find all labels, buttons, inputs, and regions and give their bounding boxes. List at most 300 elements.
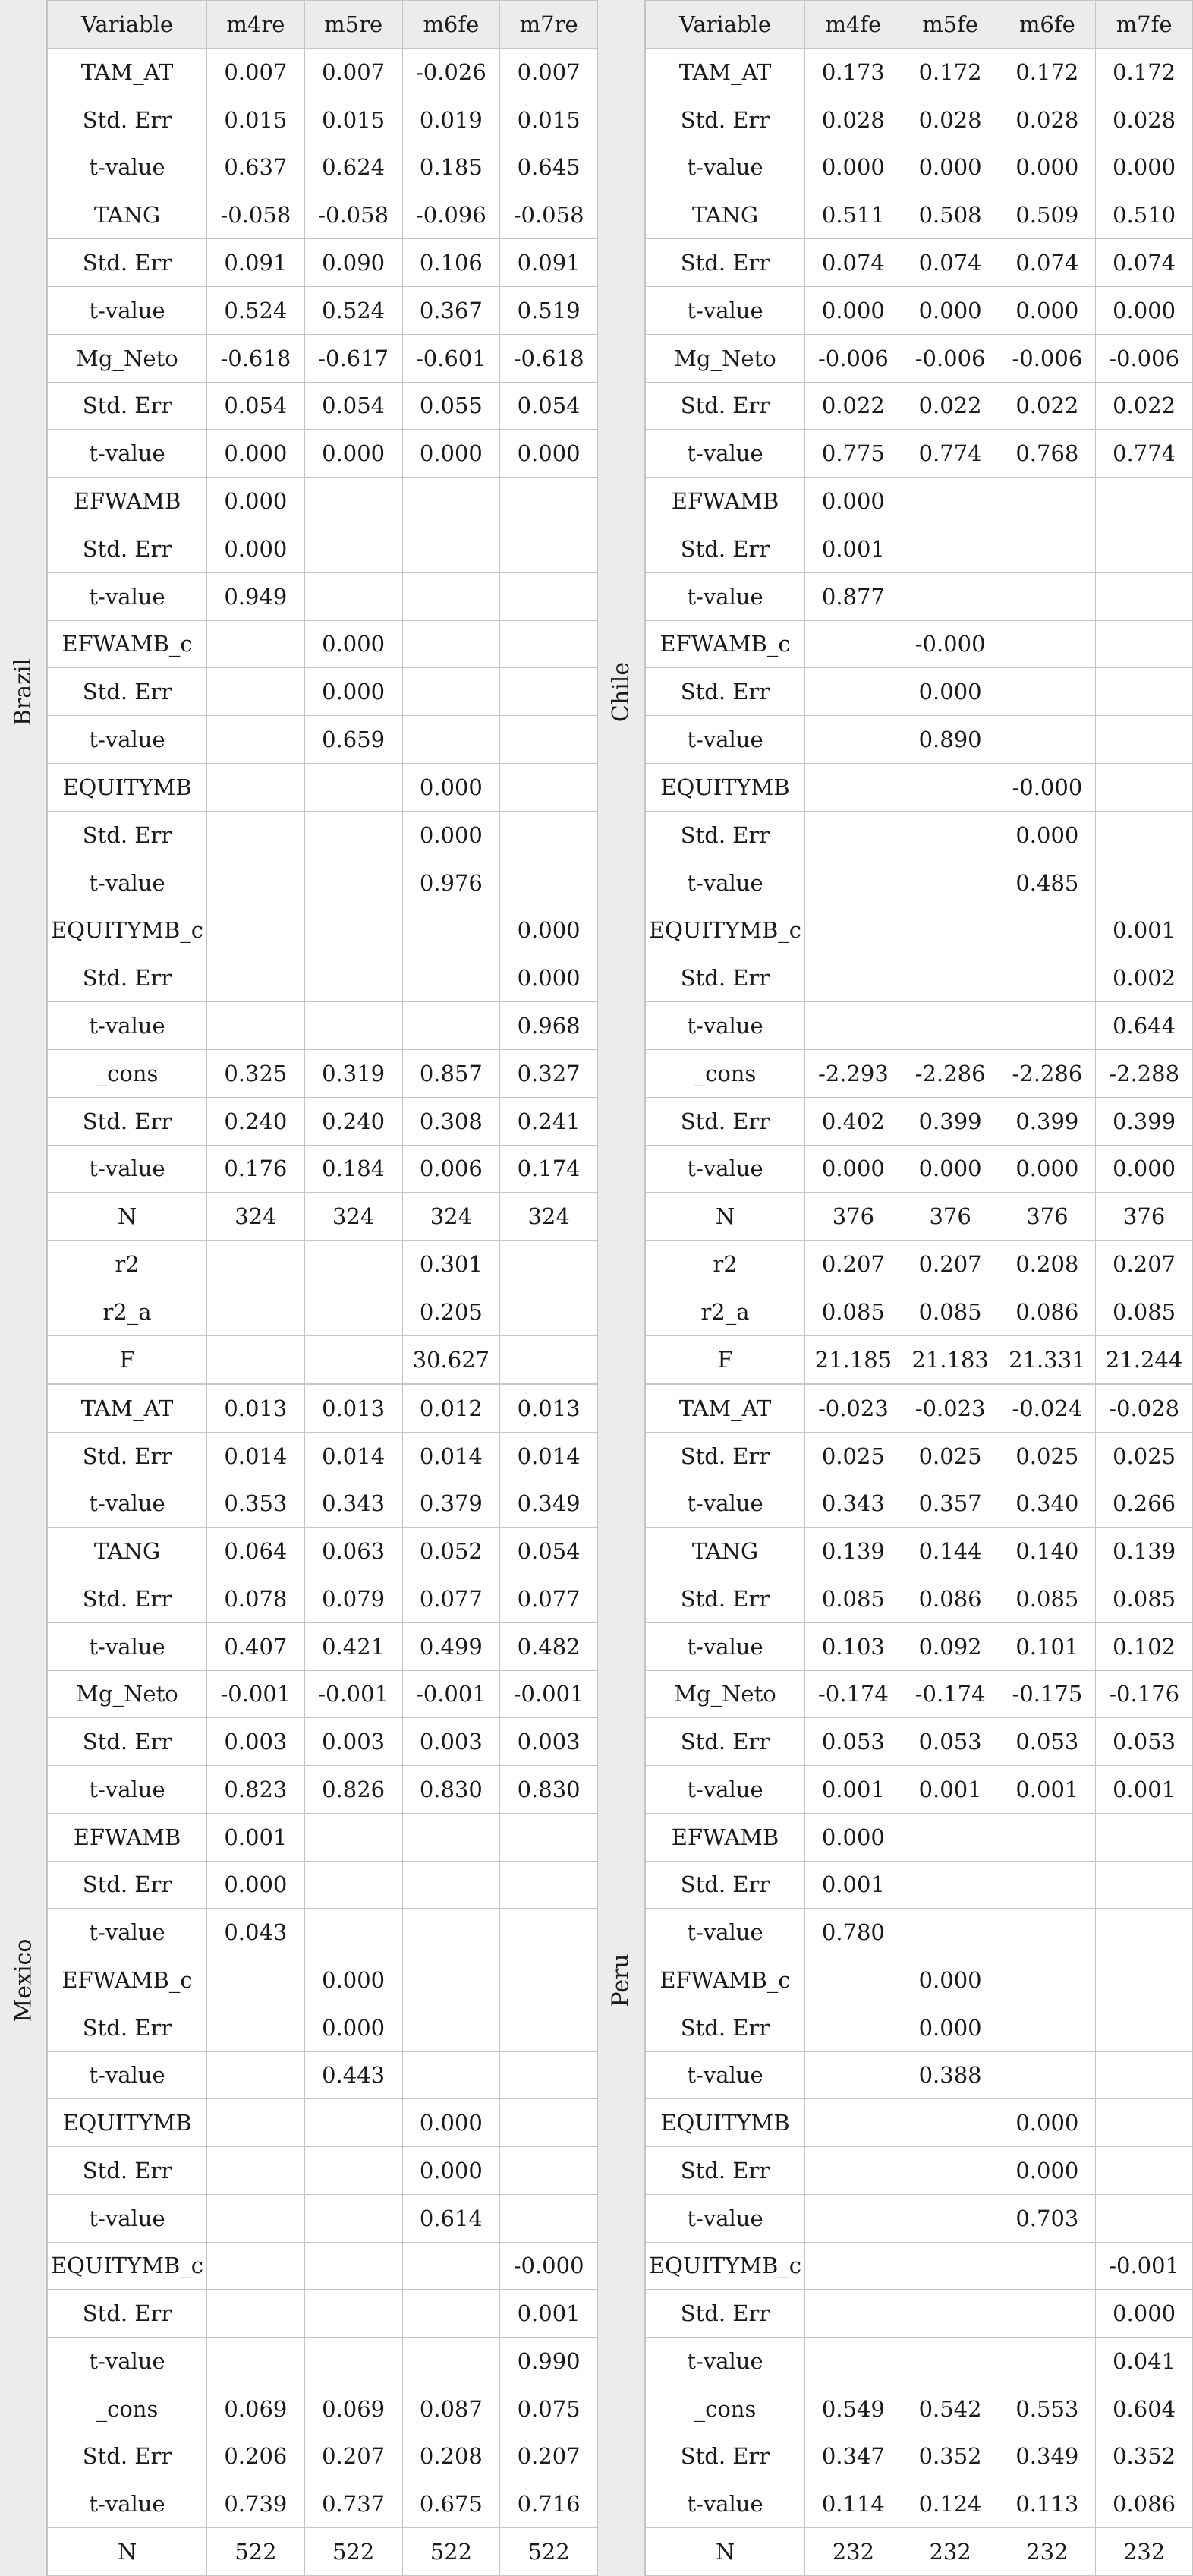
- value-cell: [207, 2290, 305, 2338]
- value-cell: 0.637: [207, 143, 305, 191]
- table-row: [646, 2004, 1193, 2051]
- value-cell: -0.175: [999, 1670, 1096, 1718]
- row-label-cell: t-value: [646, 1909, 805, 1956]
- value-cell: 0.006: [402, 1145, 500, 1193]
- value-cell: [500, 1813, 598, 1861]
- value-cell: 0.069: [304, 2385, 402, 2433]
- value-cell: [304, 954, 402, 1002]
- table-row: [646, 1288, 1193, 1335]
- value-cell: [500, 572, 598, 620]
- value-cell: -0.006: [902, 334, 999, 382]
- value-cell: [304, 525, 402, 572]
- value-cell: 0.022: [999, 382, 1096, 430]
- value-cell: [1096, 2099, 1193, 2147]
- table-row: [646, 1193, 1193, 1241]
- value-cell: 0.015: [207, 96, 305, 143]
- value-cell: 0.737: [304, 2480, 402, 2528]
- table-row: [646, 1766, 1193, 1814]
- value-cell: 0.343: [805, 1480, 902, 1528]
- value-cell: 0.052: [402, 1528, 500, 1575]
- value-cell: [805, 906, 902, 954]
- value-cell: [402, 525, 500, 572]
- row-label-cell: F: [646, 1335, 805, 1383]
- value-cell: 0.000: [999, 286, 1096, 334]
- value-cell: [902, 906, 999, 954]
- value-cell: 0.043: [207, 1909, 305, 1956]
- header-row: [48, 1, 598, 49]
- value-cell: 0.830: [500, 1766, 598, 1814]
- value-cell: [207, 2242, 305, 2290]
- row-label-cell: t-value: [646, 143, 805, 191]
- value-cell: 0.001: [500, 2290, 598, 2338]
- row-label-cell: t-value: [48, 286, 207, 334]
- table-row: [48, 2385, 598, 2433]
- value-cell: [902, 2194, 999, 2242]
- table-row: [646, 668, 1193, 716]
- value-cell: 0.240: [304, 1097, 402, 1145]
- value-cell: 0.990: [500, 2338, 598, 2385]
- value-cell: [402, 1909, 500, 1956]
- value-cell: 0.001: [999, 1766, 1096, 1814]
- row-label-cell: EFWAMB_c: [646, 620, 805, 668]
- row-label-cell: t-value: [646, 1002, 805, 1050]
- country-label-cell: [0, 0, 47, 1384]
- row-label-cell: t-value: [48, 2338, 207, 2385]
- value-cell: -0.001: [1096, 2242, 1193, 2290]
- table-row: [646, 1622, 1193, 1670]
- table-row: [48, 1528, 598, 1575]
- value-cell: [805, 716, 902, 764]
- value-cell: [1096, 2147, 1193, 2195]
- value-cell: [500, 2194, 598, 2242]
- table-row: [48, 811, 598, 859]
- row-label-cell: t-value: [646, 2480, 805, 2528]
- value-cell: 0.319: [304, 1049, 402, 1097]
- value-cell: [402, 620, 500, 668]
- row-label-cell: t-value: [48, 1909, 207, 1956]
- table-row: [646, 430, 1193, 478]
- value-cell: [805, 2099, 902, 2147]
- row-label-cell: TANG: [646, 191, 805, 239]
- value-cell: -0.001: [304, 1670, 402, 1718]
- value-cell: 0.421: [304, 1622, 402, 1670]
- value-cell: 0.113: [999, 2480, 1096, 2528]
- value-cell: 0.367: [402, 286, 500, 334]
- mexico-results-table: [47, 1384, 598, 2576]
- value-cell: 0.352: [1096, 2433, 1193, 2480]
- table-row: [48, 2051, 598, 2099]
- value-cell: [1096, 525, 1193, 572]
- value-cell: 0.407: [207, 1622, 305, 1670]
- table-row: [48, 1385, 598, 1433]
- table-row: [646, 859, 1193, 906]
- row-label-cell: t-value: [48, 2194, 207, 2242]
- value-cell: 324: [304, 1193, 402, 1241]
- model-column-header: m7fe: [1096, 1, 1193, 49]
- value-cell: -0.617: [304, 334, 402, 382]
- value-cell: 0.716: [500, 2480, 598, 2528]
- table-row: [646, 239, 1193, 287]
- value-cell: 0.086: [999, 1288, 1096, 1335]
- value-cell: 0.000: [402, 2147, 500, 2195]
- row-label-cell: N: [646, 1193, 805, 1241]
- table-row: [48, 1097, 598, 1145]
- value-cell: -0.058: [500, 191, 598, 239]
- value-cell: [805, 1002, 902, 1050]
- value-cell: 0.675: [402, 2480, 500, 2528]
- row-label-cell: Std. Err: [646, 96, 805, 143]
- value-cell: [402, 1002, 500, 1050]
- row-label-cell: Std. Err: [646, 2290, 805, 2338]
- table-row: [646, 1480, 1193, 1528]
- table-row: [646, 764, 1193, 812]
- value-cell: 21.185: [805, 1335, 902, 1383]
- value-cell: 0.086: [902, 1575, 999, 1623]
- table-row: [48, 430, 598, 478]
- value-cell: 0.352: [902, 2433, 999, 2480]
- value-cell: 0.091: [500, 239, 598, 287]
- value-cell: [402, 2290, 500, 2338]
- value-cell: [902, 2290, 999, 2338]
- value-cell: 0.172: [999, 48, 1096, 96]
- value-cell: [500, 2004, 598, 2051]
- row-label-cell: t-value: [48, 1145, 207, 1193]
- value-cell: [500, 525, 598, 572]
- value-cell: 0.007: [207, 48, 305, 96]
- value-cell: [805, 764, 902, 812]
- table-row: [48, 1813, 598, 1861]
- row-label-cell: Std. Err: [646, 1718, 805, 1766]
- row-label-cell: t-value: [48, 1480, 207, 1528]
- row-label-cell: r2_a: [48, 1288, 207, 1335]
- row-label-cell: EQUITYMB_c: [646, 906, 805, 954]
- value-cell: [500, 764, 598, 812]
- table-row: [48, 1145, 598, 1193]
- value-cell: 324: [207, 1193, 305, 1241]
- value-cell: [999, 716, 1096, 764]
- value-cell: [999, 1956, 1096, 2004]
- table-row: [646, 1670, 1193, 1718]
- value-cell: 376: [1096, 1193, 1193, 1241]
- row-label-cell: t-value: [646, 859, 805, 906]
- value-cell: 0.001: [902, 1766, 999, 1814]
- value-cell: [902, 1002, 999, 1050]
- value-cell: -0.006: [805, 334, 902, 382]
- table-row: [48, 2433, 598, 2480]
- table-row: [48, 143, 598, 191]
- value-cell: 0.103: [805, 1622, 902, 1670]
- table-row: [48, 954, 598, 1002]
- row-label-cell: t-value: [646, 1766, 805, 1814]
- row-label-cell: Std. Err: [48, 2004, 207, 2051]
- row-label-cell: EQUITYMB_c: [48, 906, 207, 954]
- value-cell: [999, 1861, 1096, 1909]
- value-cell: [207, 2194, 305, 2242]
- value-cell: 0.003: [304, 1718, 402, 1766]
- country-label: Chile: [608, 661, 634, 723]
- row-label-cell: EQUITYMB_c: [48, 2242, 207, 2290]
- value-cell: -2.293: [805, 1049, 902, 1097]
- value-cell: 0.553: [999, 2385, 1096, 2433]
- value-cell: [999, 1813, 1096, 1861]
- value-cell: [805, 2338, 902, 2385]
- table-row: [48, 1766, 598, 1814]
- value-cell: [207, 2051, 305, 2099]
- value-cell: 232: [1096, 2528, 1193, 2576]
- value-cell: 376: [999, 1193, 1096, 1241]
- value-cell: [999, 620, 1096, 668]
- table-row: [48, 334, 598, 382]
- value-cell: [500, 859, 598, 906]
- value-cell: 0.001: [805, 1861, 902, 1909]
- value-cell: 0.208: [402, 2433, 500, 2480]
- value-cell: -0.001: [402, 1670, 500, 1718]
- value-cell: 0.025: [999, 1432, 1096, 1480]
- value-cell: [304, 2194, 402, 2242]
- table-row: [48, 382, 598, 430]
- table-row: [48, 859, 598, 906]
- value-cell: 0.857: [402, 1049, 500, 1097]
- value-cell: 0.000: [902, 2004, 999, 2051]
- value-cell: [999, 525, 1096, 572]
- row-label-cell: t-value: [48, 2480, 207, 2528]
- value-cell: [1096, 2051, 1193, 2099]
- row-label-cell: Std. Err: [646, 1097, 805, 1145]
- table-row: [646, 2528, 1193, 2576]
- value-cell: 0.624: [304, 143, 402, 191]
- value-cell: [1096, 2004, 1193, 2051]
- table-row: [48, 1575, 598, 1623]
- peru-results-table: [645, 1384, 1193, 2576]
- row-label-cell: Std. Err: [48, 1097, 207, 1145]
- value-cell: [500, 1335, 598, 1383]
- table-row: [646, 286, 1193, 334]
- value-cell: [500, 668, 598, 716]
- value-cell: [999, 2338, 1096, 2385]
- value-cell: 0.645: [500, 143, 598, 191]
- value-cell: 0.074: [999, 239, 1096, 287]
- value-cell: [402, 906, 500, 954]
- value-cell: 0.013: [304, 1385, 402, 1433]
- value-cell: 21.244: [1096, 1335, 1193, 1383]
- value-cell: 0.340: [999, 1480, 1096, 1528]
- value-cell: [999, 478, 1096, 525]
- value-cell: 21.183: [902, 1335, 999, 1383]
- value-cell: [402, 1861, 500, 1909]
- value-cell: 0.007: [304, 48, 402, 96]
- model-column-header: m5re: [304, 1, 402, 49]
- row-label-cell: Std. Err: [48, 1575, 207, 1623]
- row-label-cell: Mg_Neto: [646, 1670, 805, 1718]
- row-label-cell: Std. Err: [646, 2004, 805, 2051]
- value-cell: [1096, 859, 1193, 906]
- value-cell: 0.001: [805, 525, 902, 572]
- table-row: [646, 191, 1193, 239]
- value-cell: 0.124: [902, 2480, 999, 2528]
- value-cell: [402, 2338, 500, 2385]
- value-cell: -0.023: [902, 1385, 999, 1433]
- value-cell: 0.000: [500, 430, 598, 478]
- value-cell: 0.644: [1096, 1002, 1193, 1050]
- mexico-panel: [0, 1384, 598, 2576]
- table-row: [646, 478, 1193, 525]
- table-row: [48, 191, 598, 239]
- value-cell: 0.173: [805, 48, 902, 96]
- table-row: [646, 1528, 1193, 1575]
- row-label-cell: Std. Err: [646, 1575, 805, 1623]
- value-cell: 0.074: [805, 239, 902, 287]
- row-label-cell: t-value: [48, 1002, 207, 1050]
- table-row: [646, 1813, 1193, 1861]
- table-row: [48, 2338, 598, 2385]
- row-label-cell: t-value: [646, 1622, 805, 1670]
- table-row: [48, 96, 598, 143]
- value-cell: 376: [902, 1193, 999, 1241]
- row-label-cell: t-value: [48, 716, 207, 764]
- value-cell: [207, 2004, 305, 2051]
- row-label-cell: EFWAMB: [646, 1813, 805, 1861]
- value-cell: [805, 2242, 902, 2290]
- table-row: [646, 1718, 1193, 1766]
- value-cell: 0.013: [207, 1385, 305, 1433]
- value-cell: 0.206: [207, 2433, 305, 2480]
- value-cell: [402, 2242, 500, 2290]
- value-cell: 0.139: [805, 1528, 902, 1575]
- value-cell: 376: [805, 1193, 902, 1241]
- value-cell: 0.000: [402, 2099, 500, 2147]
- row-label-cell: EQUITYMB_c: [646, 2242, 805, 2290]
- row-label-cell: EFWAMB: [48, 1813, 207, 1861]
- table-row: [48, 1861, 598, 1909]
- value-cell: 0.000: [304, 620, 402, 668]
- value-cell: 0.774: [902, 430, 999, 478]
- value-cell: [1096, 1861, 1193, 1909]
- table-row: [48, 1956, 598, 2004]
- value-cell: 0.000: [999, 811, 1096, 859]
- value-cell: 0.025: [902, 1432, 999, 1480]
- value-cell: 0.402: [805, 1097, 902, 1145]
- value-cell: 0.000: [304, 430, 402, 478]
- value-cell: 0.443: [304, 2051, 402, 2099]
- value-cell: 0.015: [500, 96, 598, 143]
- value-cell: 0.001: [1096, 906, 1193, 954]
- value-cell: 0.014: [207, 1432, 305, 1480]
- value-cell: [207, 620, 305, 668]
- value-cell: 0.000: [1096, 286, 1193, 334]
- value-cell: [304, 811, 402, 859]
- value-cell: 0.015: [304, 96, 402, 143]
- value-cell: -0.601: [402, 334, 500, 382]
- value-cell: 0.000: [902, 1145, 999, 1193]
- table-row: [48, 286, 598, 334]
- value-cell: [902, 954, 999, 1002]
- value-cell: 0.524: [207, 286, 305, 334]
- value-cell: 0.241: [500, 1097, 598, 1145]
- value-cell: 0.176: [207, 1145, 305, 1193]
- value-cell: 0.090: [304, 239, 402, 287]
- value-cell: 0.025: [1096, 1432, 1193, 1480]
- value-cell: [207, 906, 305, 954]
- value-cell: 0.349: [500, 1480, 598, 1528]
- row-label-cell: t-value: [48, 2051, 207, 2099]
- table-row: [48, 1718, 598, 1766]
- value-cell: 0.511: [805, 191, 902, 239]
- chile-results-table: [645, 0, 1193, 1384]
- value-cell: [805, 811, 902, 859]
- value-cell: [805, 2290, 902, 2338]
- row-label-cell: t-value: [48, 859, 207, 906]
- country-label: Mexico: [10, 1938, 37, 2022]
- table-row: [646, 1097, 1193, 1145]
- value-cell: [999, 572, 1096, 620]
- value-cell: [207, 2338, 305, 2385]
- value-cell: 0.069: [207, 2385, 305, 2433]
- row-label-cell: Std. Err: [48, 382, 207, 430]
- country-label-cell: [0, 1384, 47, 2576]
- table-row: [646, 1432, 1193, 1480]
- value-cell: [805, 2004, 902, 2051]
- row-label-cell: EQUITYMB: [48, 764, 207, 812]
- table-row: [48, 525, 598, 572]
- value-cell: 0.085: [902, 1288, 999, 1335]
- value-cell: 0.101: [999, 1622, 1096, 1670]
- table-row: [48, 716, 598, 764]
- value-cell: 0.085: [805, 1575, 902, 1623]
- table-row: [646, 906, 1193, 954]
- value-cell: 0.308: [402, 1097, 500, 1145]
- value-cell: 0.000: [999, 2099, 1096, 2147]
- value-cell: [805, 2147, 902, 2195]
- value-cell: 0.054: [500, 1528, 598, 1575]
- value-cell: 0.604: [1096, 2385, 1193, 2433]
- value-cell: 0.078: [207, 1575, 305, 1623]
- value-cell: 0.207: [805, 1241, 902, 1288]
- row-label-cell: _cons: [48, 1049, 207, 1097]
- table-row: [48, 764, 598, 812]
- table-row: [48, 1335, 598, 1383]
- value-cell: [402, 716, 500, 764]
- table-row: [646, 2147, 1193, 2195]
- value-cell: 0.000: [805, 1145, 902, 1193]
- value-cell: 0.399: [1096, 1097, 1193, 1145]
- value-cell: 232: [902, 2528, 999, 2576]
- value-cell: [304, 478, 402, 525]
- table-row: [48, 1241, 598, 1288]
- value-cell: [207, 1002, 305, 1050]
- value-cell: 0.379: [402, 1480, 500, 1528]
- value-cell: [1096, 478, 1193, 525]
- value-cell: [1096, 1956, 1193, 2004]
- value-cell: [999, 668, 1096, 716]
- value-cell: [304, 572, 402, 620]
- value-cell: [999, 906, 1096, 954]
- value-cell: [999, 1002, 1096, 1050]
- table-row: [646, 954, 1193, 1002]
- value-cell: 0.207: [902, 1241, 999, 1288]
- row-label-cell: EQUITYMB: [48, 2099, 207, 2147]
- value-cell: [304, 1241, 402, 1288]
- table-row: [48, 668, 598, 716]
- model-column-header: m7re: [500, 1, 598, 49]
- value-cell: -0.176: [1096, 1670, 1193, 1718]
- value-cell: 232: [805, 2528, 902, 2576]
- row-label-cell: t-value: [646, 2051, 805, 2099]
- row-label-cell: N: [48, 2528, 207, 2576]
- value-cell: 522: [500, 2528, 598, 2576]
- value-cell: [304, 1813, 402, 1861]
- row-label-cell: t-value: [646, 2338, 805, 2385]
- value-cell: 324: [402, 1193, 500, 1241]
